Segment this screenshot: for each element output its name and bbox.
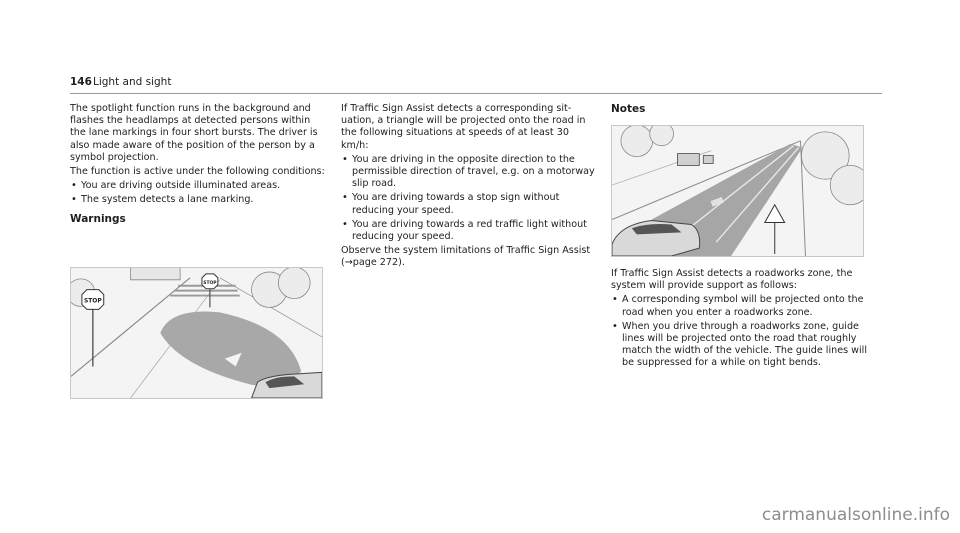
column-1: [70, 103, 326, 235]
list-item: • You are driving towards a stop sign without reducing your speed.: [341, 192, 599, 216]
arrow-icon: →: [344, 257, 353, 269]
column-3: [611, 103, 867, 125]
column-2: [341, 103, 599, 272]
list-item: • The system detects a lane marking.: [70, 194, 326, 206]
limitations-end: ).: [398, 257, 405, 269]
paragraph-conditions: The function is active under the following conditions:: [70, 166, 325, 178]
list-item: • A corresponding symbol will be projected onto the road when you enter a roadworks zone.: [611, 294, 867, 318]
limitations-text: Observe the system limitations of Traffic Sign Assist (: [341, 245, 591, 269]
paragraph-traffic-sign-assist: If Traffic Sign Assist detects a corresponding situation, a triangle will be projected onto the road in the following situations at speeds of at least 30 km/h:: [341, 103, 586, 151]
roadworks-scene: [612, 126, 863, 256]
column-3-body: [611, 268, 867, 372]
paragraph-roadworks: If Traffic Sign Assist detects a roadworks zone, the system will provide support as follows:: [611, 268, 853, 292]
page-number: 146: [70, 76, 92, 88]
roadworks-illustration: [611, 125, 864, 257]
stop-sign-text: STOP: [203, 280, 217, 286]
roadworks-list: [611, 294, 867, 369]
stop-sign-scene: [71, 268, 322, 398]
paragraph-spotlight: The spotlight function runs in the background and flashes the headlamps at detected persons within the lane markings in four short bursts. The driver is also made aware of the position of the person by a symbol projection.: [70, 103, 318, 163]
warnings-heading: Warnings: [70, 212, 126, 225]
page-header: [70, 76, 882, 94]
situations-list: [341, 154, 599, 243]
list-item: • When you drive through a roadworks zone, guide lines will be projected onto the road that roughly match the width of the vehicle. The guide lines will be suppressed for a while on tight bends.: [611, 321, 867, 370]
stop-sign-illustration: [70, 267, 323, 399]
stop-sign-text: STOP: [83, 297, 102, 305]
list-item: • You are driving in the opposite direction to the permissible direction of travel, e.g. on a motorway slip road.: [341, 154, 599, 191]
section-title: Light and sight: [93, 76, 172, 88]
conditions-list: [70, 180, 326, 206]
page-link[interactable]: page 272: [352, 257, 399, 269]
paragraph-limitations: [341, 245, 599, 269]
notes-heading: Notes: [611, 103, 646, 115]
list-item: • You are driving outside illuminated areas.: [70, 180, 326, 192]
watermark: carmanualsonline.info: [761, 505, 950, 525]
list-item: • You are driving towards a red traffic light without reducing your speed.: [341, 219, 599, 243]
